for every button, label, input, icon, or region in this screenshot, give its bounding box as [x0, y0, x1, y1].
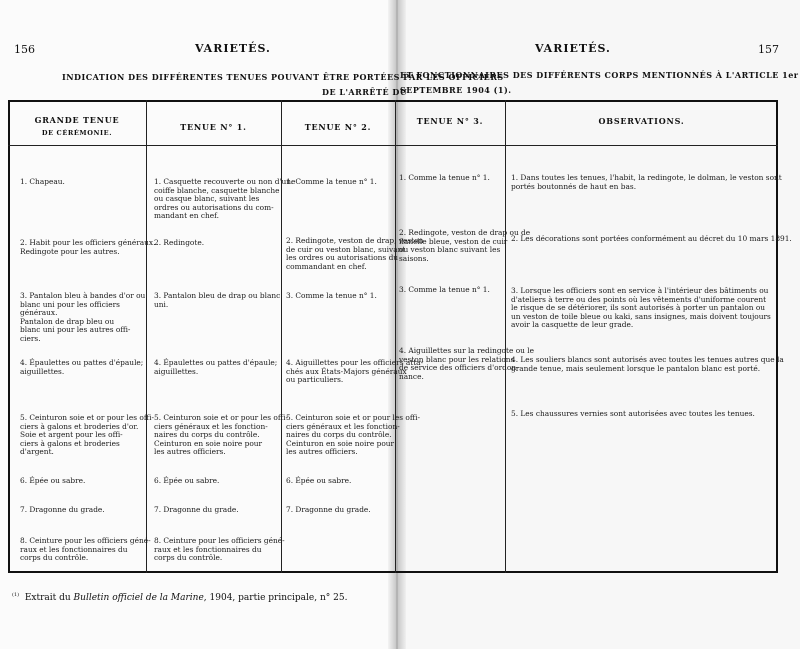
cell-grande-tenue-6: 6. Épée ou sabre.	[20, 476, 86, 485]
title-line2-left: DE L'ARRÊTÉ DU	[322, 87, 408, 97]
cell-tenue2-7: 7. Dragonne du grade.	[286, 505, 371, 514]
cell-tenue2-2: 2. Redingote, veston de drap, veston de cuir ou veston blanc, suivant les ordres ou autorisations du commandant en chef.	[286, 236, 424, 271]
footnote-text-after: , 1904, partie principale, n° 25.	[203, 593, 348, 603]
footnote-text-before: Extrait du	[24, 593, 74, 603]
cell-observation-4: 4. Les souliers blancs sont autorisés avec toutes les tenues autres que la grande tenue, mais seulement lorsque le pantalon blanc est porté.	[511, 355, 784, 373]
footnote	[12, 592, 347, 603]
header-rule	[8, 145, 778, 146]
col-header-tenue-1: TENUE N° 1.	[180, 122, 247, 132]
right-running-head: VARIETÉS.	[535, 42, 611, 55]
cell-observation-3: 3. Lorsque les officiers sont en service à l'intérieur des bâtiments ou d'ateliers à terre ou des points où les vêtements d'uniforme courent le risque de se détériorer, ils sont autorisés à porter un pantalon ou un veston de toile bleue ou kaki, sans insignes, mais doivent toujours avoir la casquette de leur grade.	[511, 286, 771, 330]
footnote-marker: (1)	[12, 592, 20, 598]
cell-grande-tenue-5: 5. Ceinturon soie et or pour les offi- ciers à galons et broderies d'or. Soie et argent pour les offi- ciers à galons et broderies d'argent.	[20, 413, 154, 457]
cell-tenue2-3: 3. Comme la tenue n° 1.	[286, 291, 377, 300]
cell-observation-1: 1. Dans toutes les tenues, l'habit, la redingote, le dolman, le veston sont portés boutonnés de haut en bas.	[511, 173, 782, 191]
cell-tenue1-8: 8. Ceinture pour les officiers géné- raux et les fonctionnaires du corps du contrôle.	[154, 536, 285, 563]
col-header-tenue-3: TENUE N° 3.	[416, 116, 484, 126]
cell-tenue1-5: 5. Ceinturon soie et or pour les offi- ciers généraux et les fonction- naires du corps du contrôle. Ceinturon en soie noire pour les autres officiers.	[154, 413, 288, 457]
right-page-number: 157	[758, 43, 779, 56]
cell-grande-tenue-2: 2. Habit pour les officiers généraux. Redingote pour les autres.	[20, 238, 156, 256]
col-header-grande-tenue: GRANDE TENUE DE CÉRÉMONIE.	[34, 115, 120, 137]
cell-tenue2-4: 4. Aiguillettes pour les officiers atta- chés aux États-Majors généraux ou particuliers.	[286, 358, 424, 385]
cell-tenue2-6: 6. Épée ou sabre.	[286, 476, 352, 485]
col-header-observations: OBSERVATIONS.	[598, 116, 685, 126]
column-divider	[146, 100, 147, 573]
left-running-head: VARIETÉS.	[195, 42, 271, 55]
cell-tenue3-2: 2. Redingote, veston de drap ou de flanelle bleue, veston de cuir ou veston blanc suivant les saisons.	[399, 228, 531, 263]
cell-observation-2: 2. Les décorations sont portées conformément au décret du 10 mars 1891.	[511, 234, 792, 243]
cell-tenue1-7: 7. Dragonne du grade.	[154, 505, 239, 514]
cell-tenue3-1: 1. Comme la tenue n° 1.	[399, 173, 490, 182]
cell-grande-tenue-8: 8. Ceinture pour les officiers géné- raux et les fonctionnaires du corps du contrôle.	[20, 536, 151, 563]
cell-tenue1-6: 6. Épée ou sabre.	[154, 476, 220, 485]
cell-tenue3-4: 4. Aiguillettes sur la redingote ou le veston blanc pour les relations de service des officiers d'ordon- nance.	[399, 346, 534, 381]
title-line2-right: SEPTEMBRE 1904 (1).	[400, 85, 512, 95]
cell-tenue2-1: 1. Comme la tenue n° 1.	[286, 177, 377, 186]
column-divider	[395, 100, 396, 573]
column-divider	[505, 100, 506, 573]
cell-grande-tenue-4: 4. Épaulettes ou pattes d'épaule; aiguillettes.	[20, 358, 144, 376]
left-page-number: 156	[14, 43, 35, 56]
footnote-publication: Bulletin officiel de la Marine	[73, 593, 204, 603]
cell-grande-tenue-7: 7. Dragonne du grade.	[20, 505, 105, 514]
cell-tenue3-3: 3. Comme la tenue n° 1.	[399, 285, 490, 294]
cell-tenue1-3: 3. Pantalon bleu de drap ou blanc uni.	[154, 291, 281, 309]
cell-tenue1-1: 1. Casquette recouverte ou non d'une coiffe blanche, casquette blanche ou casque blanc, suivant les ordres ou autorisations du com- mandant en chef.	[154, 177, 296, 221]
title-line1-left: INDICATION DES DIFFÉRENTES TENUES POUVANT ÊTRE PORTÉES PAR LES OFFICIERS	[62, 72, 504, 82]
column-divider	[281, 100, 282, 573]
cell-observation-5: 5. Les chaussures vernies sont autorisées avec toutes les tenues.	[511, 409, 755, 418]
cell-tenue1-2: 2. Redingote.	[154, 238, 205, 247]
cell-grande-tenue-3: 3. Pantalon bleu à bandes d'or ou blanc uni pour les officiers généraux. Pantalon de drap bleu ou blanc uni pour les autres offi- ciers.	[20, 291, 146, 343]
cell-tenue1-4: 4. Épaulettes ou pattes d'épaule; aiguillettes.	[154, 358, 278, 376]
col-header-tenue-2: TENUE N° 2.	[304, 122, 372, 132]
cell-grande-tenue-1: 1. Chapeau.	[20, 177, 65, 186]
title-line1-right: ET FONCTIONNAIRES DES DIFFÉRENTS CORPS MENTIONNÉS À L'ARTICLE 1er	[400, 70, 799, 80]
cell-tenue2-5: 5. Ceinturon soie et or pour les offi- ciers généraux et les fonction- naires du corps du contrôle. Ceinturon en soie noire pour les autres officiers.	[286, 413, 420, 457]
